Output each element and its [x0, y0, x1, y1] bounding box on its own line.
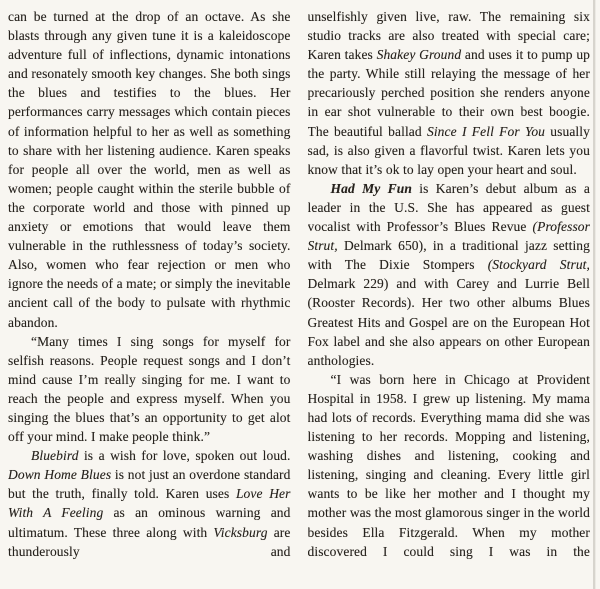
paragraph: [308, 7, 591, 179]
paragraph: [8, 446, 291, 561]
emphasized-text-run: Bluebird: [31, 448, 79, 464]
text-column-right: [308, 7, 591, 589]
emphasized-text-run: (Professor Strut,: [307, 219, 590, 254]
text-run: are thunderously and: [8, 524, 291, 559]
emphasized-text-run: Had My Fun: [330, 180, 412, 196]
emphasized-text-run: Down Home Blues: [8, 467, 112, 483]
emphasized-text-run: Love Her With A Feeling: [8, 486, 291, 521]
text-column-left: [8, 7, 291, 589]
paragraph: [8, 7, 291, 332]
emphasized-text-run: (Stockyard Strut,: [487, 257, 590, 273]
paragraph: [308, 179, 591, 370]
text-run: is Karen’s debut album as a leader in the U.S. She has appeared as guest vocalist with Professor’s Blues Revue: [307, 180, 590, 235]
text-run: “Many times I sing songs for myself for selfish reasons. People request songs and I don’t mind cause I’m really singing for me. I want to reach the people and express myself. When you singing the blues that’s an opportunity to get alot off your mind. I make people think.”: [8, 333, 291, 445]
text-run: usually sad, is also given a flavorful twist. Karen lets you know that it’s ok to lay open your heart and soul.: [307, 123, 590, 177]
page-edge-line: [593, 0, 595, 589]
text-run: Delmark 650), in a traditional jazz setting with The Dixie Stompers: [307, 238, 590, 273]
text-run: is not just an overdone standard but the truth, finally told. Karen uses: [8, 467, 291, 502]
emphasized-text-run: Since I Fell For You: [426, 123, 546, 139]
text-run: “I was born here in Chicago at Provident Hospital in 1958. I grew up listening. My mama had lots of records. Everything mama did she was listening to her records. Mopping and listening, washing dishes and listening, cooking and listening, singing and cleaning. Every little girl wants to be like her mother and I thought my mother was the most glamorous singer in the world besides Ella Fitzgerald. When my mother discovered I could sing I was in the: [307, 371, 590, 559]
text-run: unselfishly given live, raw. The remaining six studio tracks are also treated with special care; Karen takes: [307, 9, 590, 63]
emphasized-text-run: Vicksburg: [213, 524, 268, 540]
text-run: and uses it to pump up the party. While still relaying the message of her precariously perched position she renders anyone in ear shot vulnerable to their own best boogie. The beautiful ballad: [307, 47, 590, 139]
text-run: as an ominous warning and ultimatum. These three along with: [8, 505, 291, 540]
text-run: can be turned at the drop of an octave. As she blasts through any given tune it is a kaleidoscope adventure full of inflections, dynamic intonations and resonately smooth key changes. She both sings the blues and testifies to the blues. Her performances carry messages which contain pieces of information helpful to her as well as something to share with her listening audience. Karen speaks for people all over the world, men as well as women; people caught within the sterile bubble of the corporate world and those with pinned up anxiety or emotions that would leave them vulnerable in the ruthlessness of today’s society. Also, women who fear rejection or men who ignore the needs of a mate; or simply the inevitable ancient call of the body to pulsate with rhythmic abandon.: [8, 9, 291, 330]
paragraph: [308, 370, 591, 561]
text-run: Delmark 229) and with Carey and Lurrie Bell (Rooster Records). Her two other albums Blues Greatest Hits and Gospel are on the European Hot Fox label and she also appears on other European anthologies.: [307, 276, 590, 368]
emphasized-text-run: Shakey Ground: [376, 47, 462, 63]
paragraph: [8, 332, 291, 447]
text-run: is a wish for love, spoken out loud.: [78, 448, 291, 464]
